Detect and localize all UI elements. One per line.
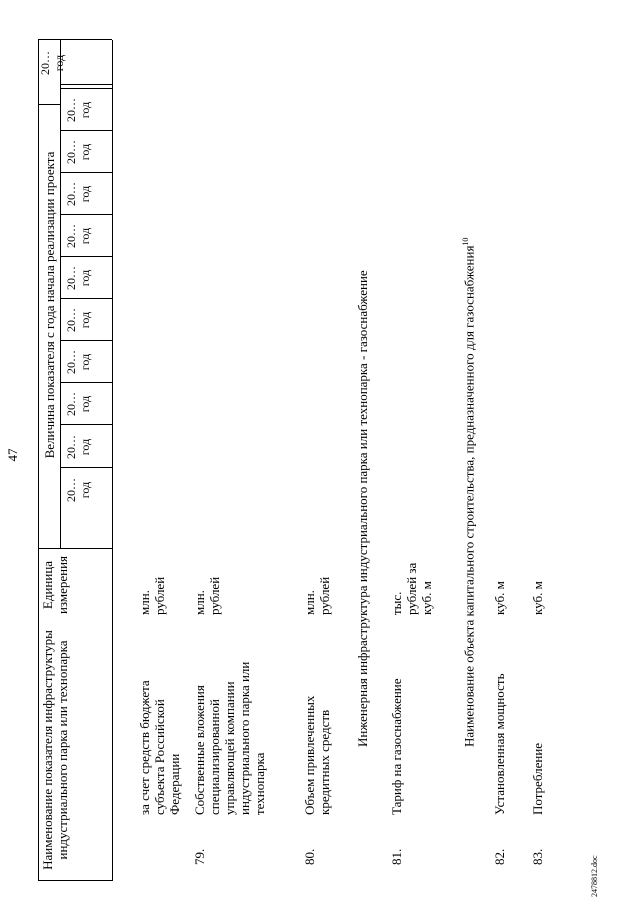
year-cell: 20… год: [64, 182, 92, 206]
row-number: 82.: [492, 848, 507, 865]
row-unit: куб. м: [492, 581, 507, 615]
section-heading: Инженерная инфраструктура индустриального парка или технопарка - газоснабжение: [355, 270, 370, 747]
footnote-ref: 10: [461, 237, 470, 246]
row-name: Собственные вложения специализированной управляющей компании индустриального парка или технопарка: [192, 661, 267, 815]
section-heading: Наименование объекта капитального строительства, предназначенного для газоснабжения$^{10}$: [461, 237, 477, 747]
year-cell: 20… год: [64, 478, 92, 502]
row-unit: куб. м: [530, 581, 545, 615]
footer-filename: 2478812.doc: [590, 855, 599, 897]
row-unit: млн. рублей: [192, 576, 222, 615]
year-cell: 20… год: [64, 308, 92, 332]
year-cell: 20… год: [64, 224, 92, 248]
row-name: Установленная мощность: [492, 673, 507, 815]
header-values: Величина показателя с года начала реализации проекта: [42, 151, 57, 459]
year-cell: 20… год: [64, 98, 92, 122]
row-unit: тыс. рублей за куб. м: [389, 562, 434, 615]
row-number: 79.: [192, 848, 207, 865]
year-cell: 20… год: [64, 435, 92, 459]
year-cell: 20… год: [64, 266, 92, 290]
year-cell: 20… год: [64, 140, 92, 164]
row-number: 83.: [530, 848, 545, 865]
year-cell: 20… год: [38, 51, 66, 75]
row-name: Объем привлеченных кредитных средств: [302, 695, 332, 815]
row-number: 81.: [389, 848, 404, 865]
header-name: Наименование показателя инфраструктуры индустриального парка или технопарка: [40, 630, 70, 870]
year-cell: 20… год: [64, 350, 92, 374]
row-unit: млн. рублей: [137, 576, 167, 615]
row-name: Потребление: [530, 742, 545, 815]
header-unit: Единица измерения: [40, 555, 70, 615]
row-name: за счет средств бюджета субъекта Российской Федерации: [137, 680, 182, 815]
row-number: 80.: [302, 848, 317, 865]
row-name: Тариф на газоснабжение: [389, 678, 404, 815]
row-unit: млн. рублей: [302, 576, 332, 615]
year-cell: 20… год: [64, 392, 92, 416]
page-number: 47: [5, 448, 20, 462]
